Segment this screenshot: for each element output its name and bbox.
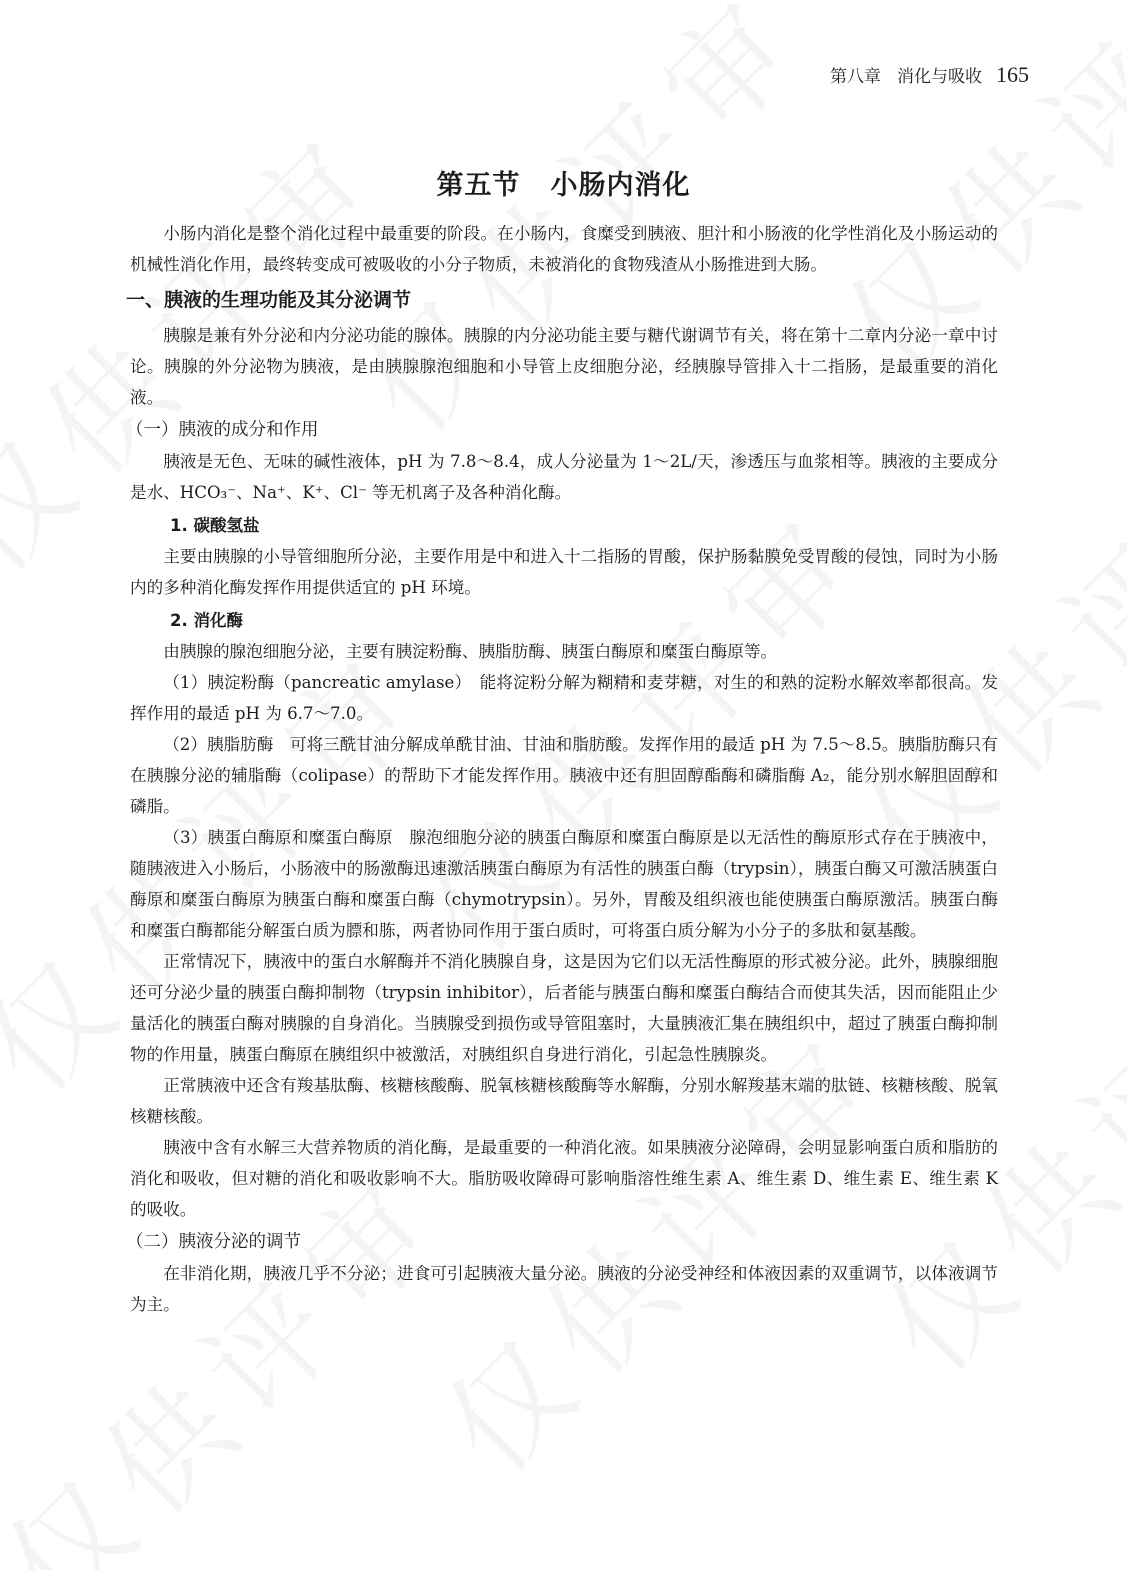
paragraph: 主要由胰腺的小导管细胞所分泌，主要作用是中和进入十二指肠的胃酸，保护肠黏膜免受胃酸的侵蚀，同时为小肠内的多种消化酶发挥作用提供适宜的 pH 环境。 <box>130 547 998 597</box>
enzyme-paragraph: （2）胰脂肪酶 可将三酰甘油分解成单酰甘油、甘油和脂肪酸。发挥作用的最适 pH 为 7.5～8.5。胰脂肪酶只有在胰腺分泌的辅脂酶（colipase）的帮助下才能发挥作用。胰液中还有胆固醇酯酶和磷脂酶 A₂，能分别水解胆固醇和磷脂。 <box>130 735 998 816</box>
section-number: 第五节 <box>436 170 521 201</box>
section-name: 小肠内消化 <box>550 170 691 201</box>
heading-level3: 1. 碳酸氢盐 <box>170 516 260 535</box>
intro-paragraph: 小肠内消化是整个消化过程中最重要的阶段。在小肠内，食糜受到胰液、胆汁和小肠液的化学性消化及小肠运动的机械性消化作用，最终转变成可被吸收的小分子物质，未被消化的食物残渣从小肠推进到大肠。 <box>130 224 998 274</box>
heading-level1: 一、胰液的生理功能及其分泌调节 <box>126 289 412 311</box>
paragraph: 由胰腺的腺泡细胞分泌，主要有胰淀粉酶、胰脂肪酶、胰蛋白酶原和糜蛋白酶原等。 <box>163 642 778 661</box>
running-header <box>830 62 1029 88</box>
paragraph: 胰液是无色、无味的碱性液体，pH 为 7.8～8.4，成人分泌量为 1～2L/天，渗透压与血浆相等。胰液的主要成分是水、HCO₃⁻、Na⁺、K⁺、Cl⁻ 等无机离子及各种消化酶。 <box>130 452 998 502</box>
heading-level3: 2. 消化酶 <box>170 611 243 630</box>
chapter-title: 消化与吸收 <box>897 67 982 87</box>
paragraph: 胰腺是兼有外分泌和内分泌功能的腺体。胰腺的内分泌功能主要与糖代谢调节有关，将在第十二章内分泌一章中讨论。胰腺的外分泌物为胰液，是由胰腺腺泡细胞和小导管上皮细胞分泌，经胰腺导管排入十二指肠，是最重要的消化液。 <box>130 326 998 407</box>
page-body <box>126 218 998 1320</box>
paragraph: 正常情况下，胰液中的蛋白水解酶并不消化胰腺自身，这是因为它们以无活性酶原的形式被分泌。此外，胰腺细胞还可分泌少量的胰蛋白酶抑制物（trypsin inhibitor），后者能与胰蛋白酶和糜蛋白酶结合而使其失活，因而能阻止少量活化的胰蛋白酶对胰腺的自身消化。当胰腺受到损伤或导管阻塞时，大量胰液汇集在胰组织中，超过了胰蛋白酶抑制物的作用量，胰蛋白酶原在胰组织中被激活，对胰组织自身进行消化，引起急性胰腺炎。 <box>130 952 998 1064</box>
section-title <box>0 163 1127 202</box>
enzyme-paragraph: （1）胰淀粉酶（pancreatic amylase） 能将淀粉分解为糊精和麦芽糖，对生的和熟的淀粉水解效率都很高。发挥作用的最适 pH 为 6.7～7.0。 <box>130 673 998 723</box>
enzyme-paragraph: （3）胰蛋白酶原和糜蛋白酶原 腺泡细胞分泌的胰蛋白酶原和糜蛋白酶原是以无活性的酶原形式存在于胰液中，随胰液进入小肠后，小肠液中的肠激酶迅速激活胰蛋白酶原为有活性的胰蛋白酶（trypsin），胰蛋白酶又可激活胰蛋白酶原和糜蛋白酶原为胰蛋白酶和糜蛋白酶（chymotrypsin）。另外，胃酸及组织液也能使胰蛋白酶原激活。胰蛋白酶和糜蛋白酶都能分解蛋白质为膘和胨，两者协同作用于蛋白质时，可将蛋白质分解为小分子的多肽和氨基酸。 <box>130 828 998 940</box>
paragraph: 正常胰液中还含有羧基肽酶、核糖核酸酶、脱氧核糖核酸酶等水解酶，分别水解羧基末端的肽链、核糖核酸、脱氧核糖核酸。 <box>130 1076 998 1126</box>
paragraph: 在非消化期，胰液几乎不分泌；进食可引起胰液大量分泌。胰液的分泌受神经和体液因素的双重调节，以体液调节为主。 <box>130 1264 998 1314</box>
heading-level2: （一）胰液的成分和作用 <box>126 420 319 440</box>
heading-level2: （二）胰液分泌的调节 <box>126 1232 301 1252</box>
page-number: 165 <box>996 62 1029 87</box>
chapter-label: 第八章 <box>830 67 881 87</box>
paragraph: 胰液中含有水解三大营养物质的消化酶，是最重要的一种消化液。如果胰液分泌障碍，会明显影响蛋白质和脂肪的消化和吸收，但对糖的消化和吸收影响不大。脂肪吸收障碍可影响脂溶性维生素 A、维生素 D、维生素 E、维生素 K 的吸收。 <box>130 1138 998 1219</box>
